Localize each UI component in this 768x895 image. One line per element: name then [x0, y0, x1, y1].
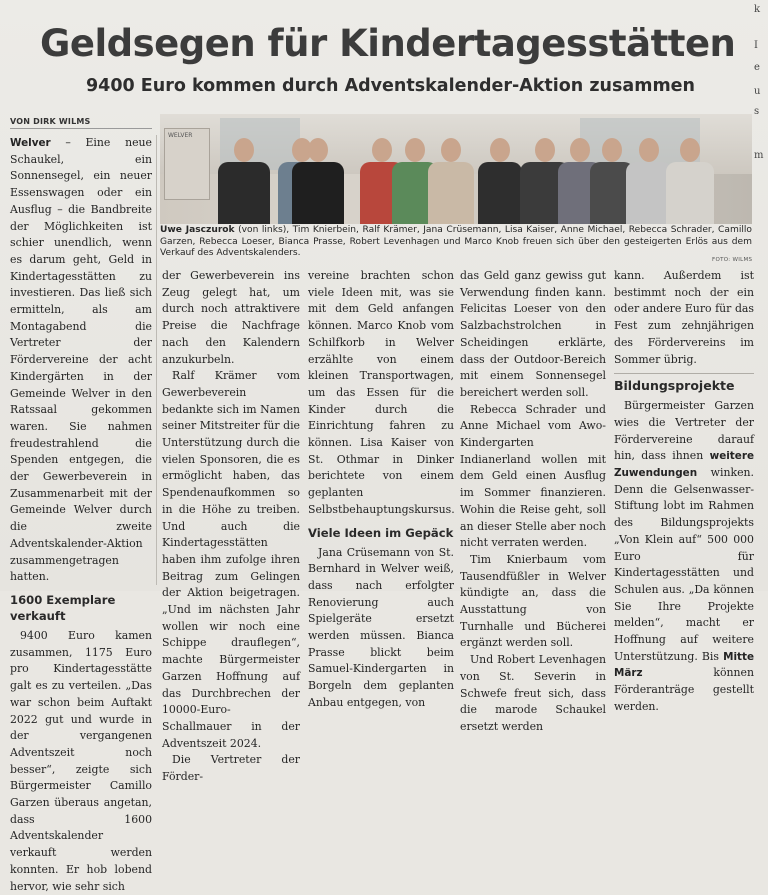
byline-rule [10, 128, 152, 129]
edge-fragment: I [754, 40, 758, 51]
paragraph: Jana Crüsemann von St. Bernhard in Welver weiß, dass nach erfolgter Renovierung auch Spielgeräte ersetzt werden müssen. Bianca Prasse blickt beim Samuel-Kindergarten in Borgeln dem geplanten Anbau entgegen, von [308, 545, 454, 709]
column-5 [614, 268, 754, 716]
paragraph: Ralf Krämer vom Gewerbeverein bedankte sich im Namen seiner Mitstreiter für die Unterstützung durch die vielen Sponsoren, die es ermöglicht haben, das Spendenaufkommen so in die Höhe zu treiben. Und auch die Kindertagesstätten haben ihm zufolge ihren Beitrag zum Gelingen der Aktion beigetragen. „Und im nächsten Jahr wollen wir noch eine Schippe drauflegen“, machte Bürgermeister Garzen Hoffnung auf das Durchbrechen der 10000-Euro-Schallmauer in der Adventszeit 2024. [162, 369, 300, 750]
subheading: Bildungsprojekte [614, 378, 735, 394]
section-rule [614, 373, 754, 374]
photo-person [218, 124, 270, 224]
paragraph: Die Vertreter der Förder- [162, 753, 300, 784]
photo-person [478, 124, 522, 224]
column-4 [460, 268, 606, 736]
edge-fragment: u [754, 86, 761, 97]
caption-lead-name: Uwe Jasczurok [160, 225, 235, 235]
column-3 [308, 268, 454, 712]
headline: Geldsegen für Kindertagesstätten [40, 22, 736, 65]
column-2 [162, 268, 300, 786]
edge-fragment: s [754, 106, 760, 117]
photo-person [428, 124, 474, 224]
subheading: Viele Ideen im Gepäck [308, 525, 454, 540]
paragraph: Und Robert Levenhagen von St. Severin in Schwefe freut sich, dass die marode Schaukel ersetzt werden [460, 653, 606, 733]
paragraph: der Gewerbeverein ins Zeug gelegt hat, um durch noch attraktivere Preise die Nachfrage nach den Kalendern anzukurbeln. [162, 269, 300, 366]
paragraph: vereine brachten schon viele Ideen mit, was sie mit dem Geld anfangen können. Marco Knob vom Schilfkorb in Welver erzählte von einem kleinen Transportwagen, um das Essen für die Kinder durch die Einrichtung fahren zu können. Lisa Kaiser von St. Othmar in Dinker berichtete von einem geplanten Selbstbehauptungskursus. [308, 269, 455, 516]
caption-text: (von links), Tim Knierbein, Ralf Krämer, Jana Crüsemann, Lisa Kaiser, Anne Michael, Rebecca Schrader, Camillo Garzen, Rebecca Loeser, Bianca Prasse, Robert Levenhagen und Marco Knob freuen sich über den gesteigerten Erlös aus dem Verkauf des Adventskalenders. [160, 225, 752, 259]
byline: VON DIRK WILMS [10, 117, 91, 126]
paragraph: das Geld ganz gewiss gut Verwendung finden kann. Felicitas Loeser von den Salzbachstrolchen in Scheidingen erklärte, dass der Outdoor-Bereich mit einem Sonnensegel bereichert werden soll. [460, 269, 606, 399]
paragraph: Rebecca Schrader und Anne Michael vom Awo-Kindergarten Indianerland wollen mit dem Geld einen Ausflug im Sommer finanzieren. Wohin die Reise geht, soll an dieser Stelle aber noch nicht verraten werden. [460, 402, 606, 550]
photo-sign: WELVER [164, 128, 210, 200]
subheadline: 9400 Euro kommen durch Adventskalender-Aktion zusammen [86, 76, 696, 96]
edge-fragment: k [754, 4, 761, 15]
edge-fragment: m [754, 150, 764, 161]
paragraph: Tim Knierbaum vom Tausendfüßler in Welver kündigte an, dass die Ausstattung von Turnhalle und Bücherei ergänzt werden soll. [460, 552, 606, 650]
photo-caption [160, 225, 752, 260]
paragraph: 9400 Euro kamen zusammen, 1175 Euro pro Kindertagesstätte galt es zu verteilen. „Das war schon beim Auftakt 2022 gut und wurde in der vergangenen Adventszeit noch besser“, zeigte sich Bürgermeister Camillo Garzen überaus angetan, dass 1600 Adventskalender verkauft werden konnten. Er hob lobend hervor, wie sehr sich [10, 628, 152, 893]
paragraph: kann. Außerdem ist bestimmt noch der ein oder andere Euro für das Fest zum zehnjährigen des Fördervereins im Sommer übrig. [614, 269, 754, 366]
photo-person [292, 124, 344, 224]
paragraph: Bürgermeister Garzen wies die Vertreter der Fördervereine darauf hin, dass ihnen weitere Zuwendungen winken. Denn die Gelsenwasser-Stiftung lobt im Rahmen des Bildungsprojekts „Von Klein auf“ 500 000 Euro für Kindertagesstätten und Schulen aus. „Da können Sie Ihre Projekte melden“, macht er Hoffnung auf weitere Unterstützung. Bis Mitte März können Förderanträge gestellt werden. [614, 399, 754, 713]
group-photo [160, 114, 752, 224]
column-1 [10, 135, 152, 895]
edge-fragment: e [754, 62, 760, 73]
dateline: Welver [10, 137, 51, 149]
photo-person [666, 124, 714, 224]
photo-credit: FOTO: WILMS [712, 257, 753, 263]
paragraph: Welver – Eine neue Schaukel, ein Sonnensegel, ein neuer Essenswagen oder ein Ausflug – die Bandbreite der Möglichkeiten ist schier unendlich, wenn es darum geht, Geld in Kindertagesstätten zu investieren. Das ließ sich ermitteln, als am Montagabend die Vertreter der Fördervereine der acht Kindergärten in der Gemeinde Welver in den Ratssaal gekommen waren. Sie nahmen freudestrahlend die Spenden entgegen, die der Gewerbeverein in Zusammenarbeit mit der Gemeinde Welver durch die zweite Adventskalender-Aktion zusammengetragen hatten. [10, 136, 152, 584]
subheading: 1600 Exemplare verkauft [10, 592, 116, 623]
column-divider [156, 135, 157, 585]
